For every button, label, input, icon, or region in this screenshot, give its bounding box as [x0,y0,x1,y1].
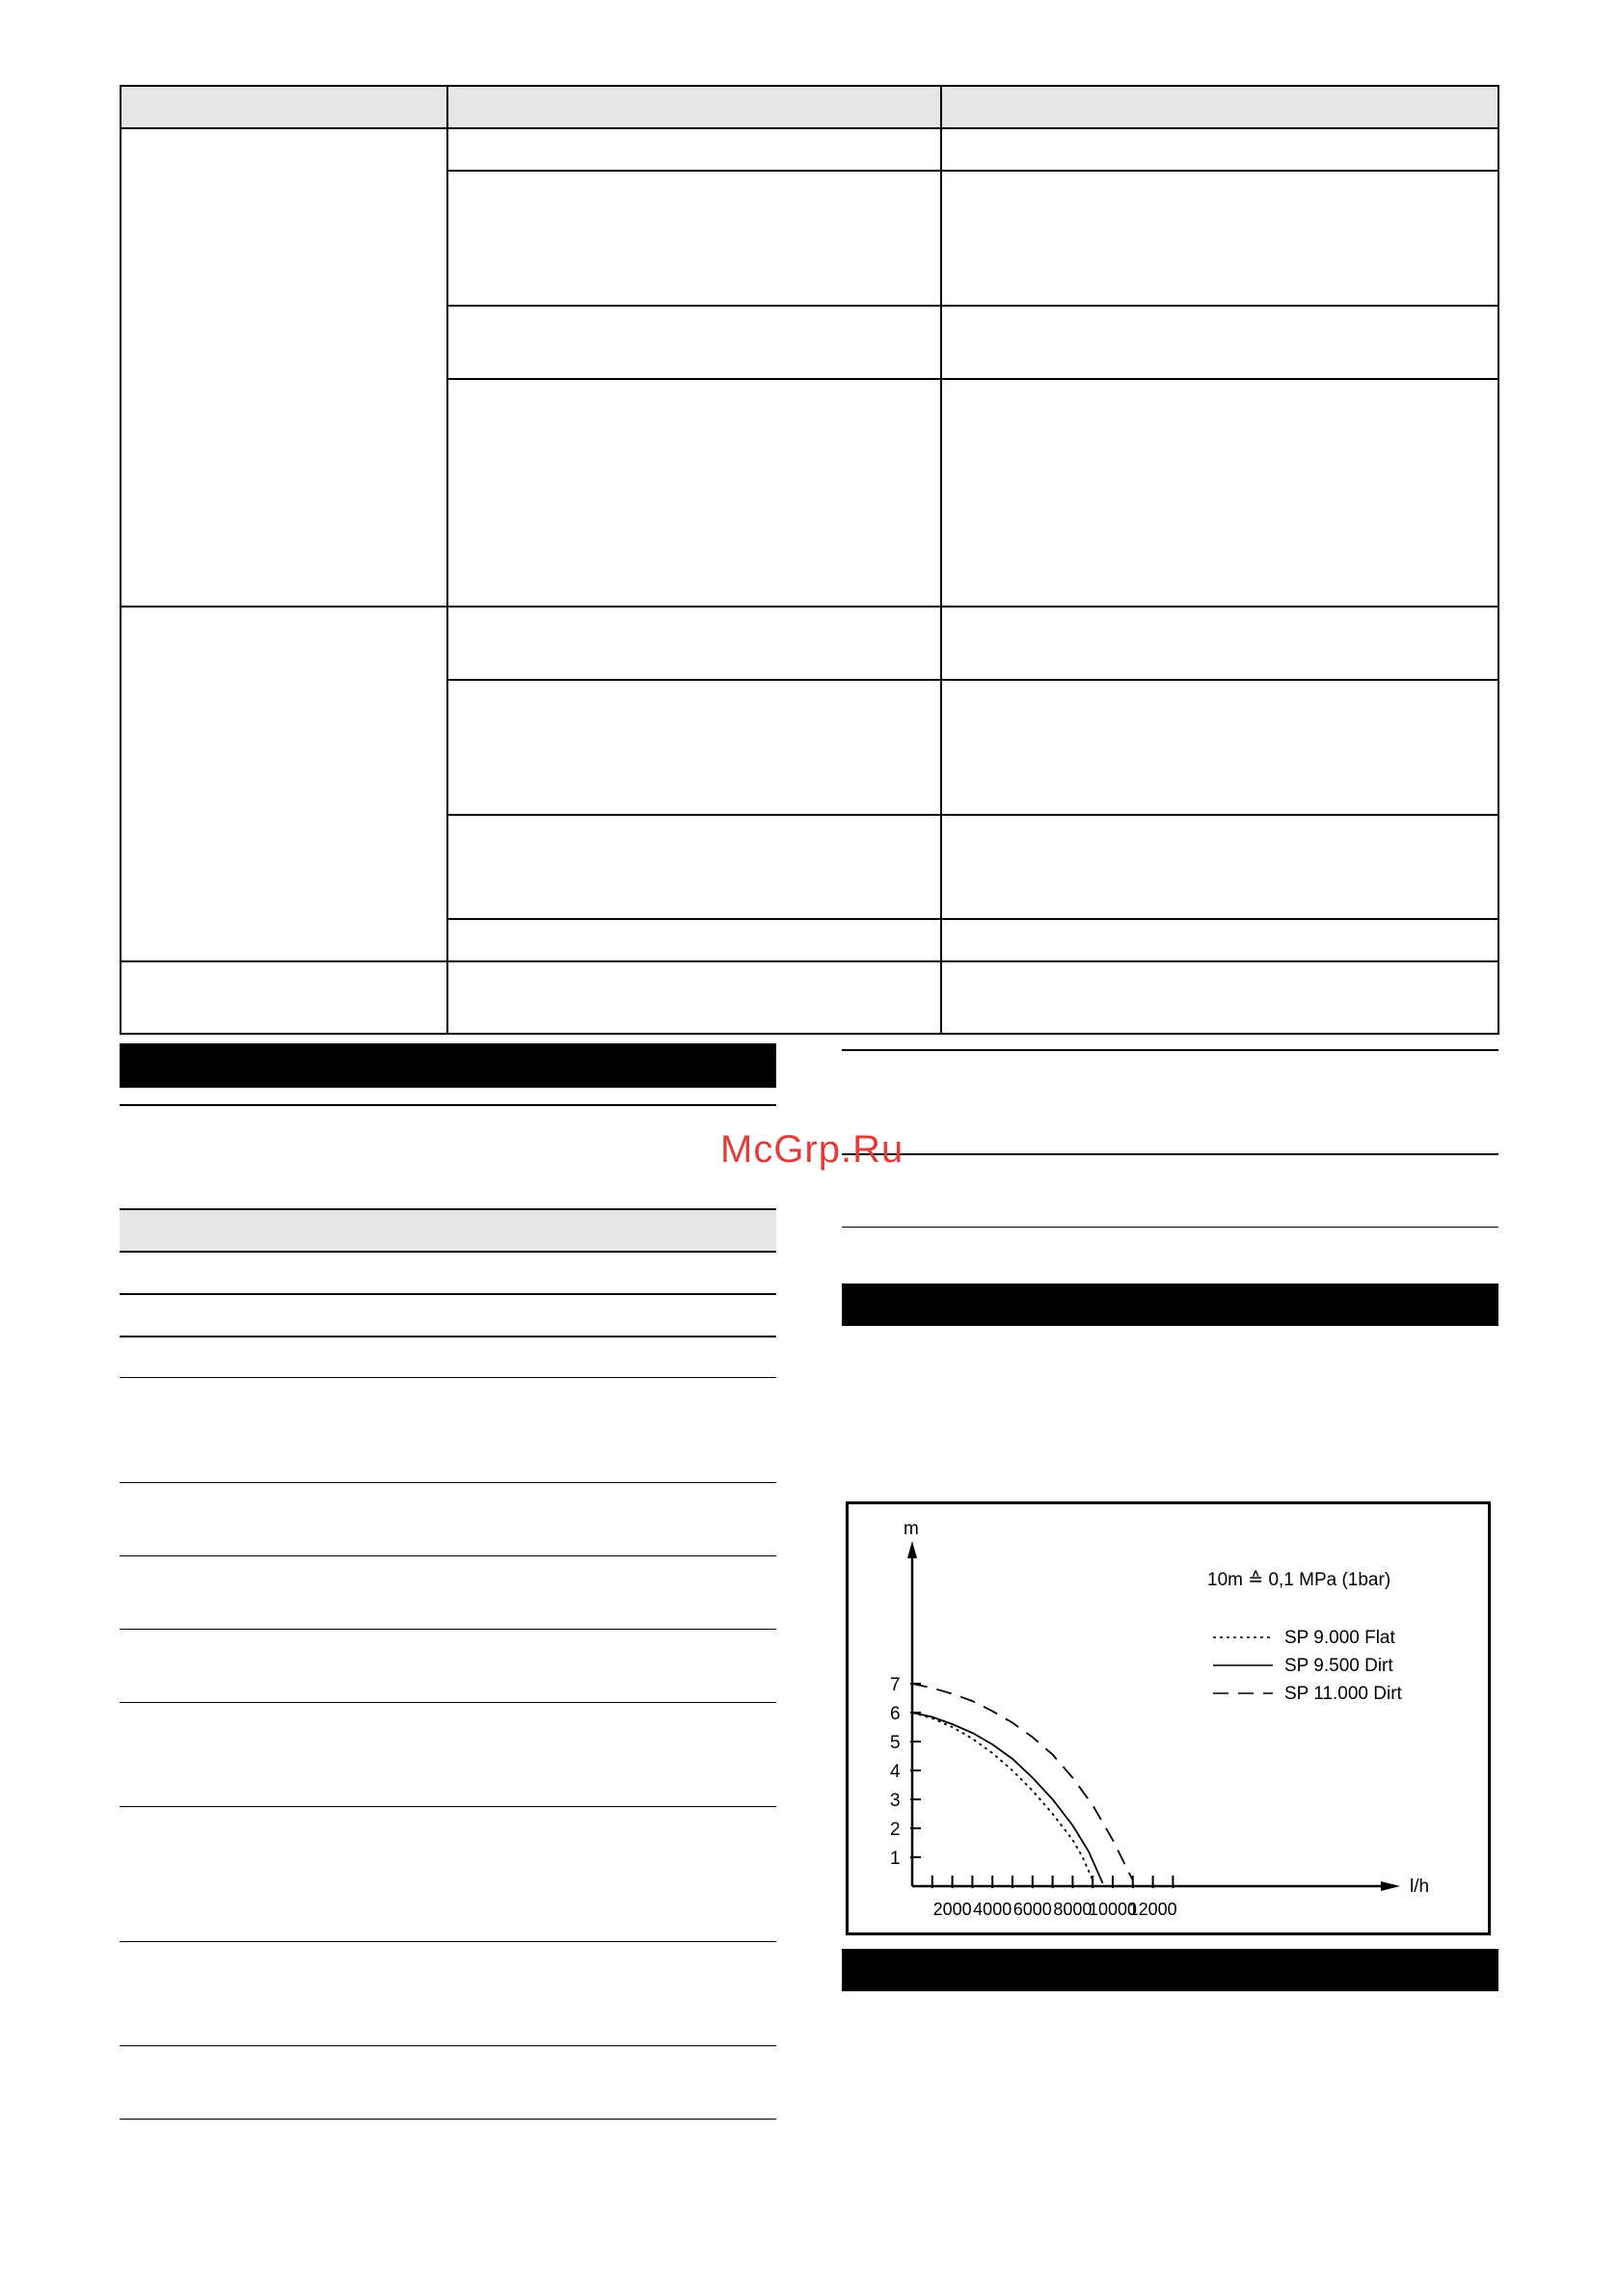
watermark: McGrp.Ru [720,1128,904,1171]
specs-row-divider [120,1208,776,1210]
y-tick-label: 4 [890,1762,901,1782]
specs-row-divider [120,1377,776,1378]
right-section-rule [842,1227,1498,1228]
y-axis-label: m [904,1519,919,1539]
specs-row-divider [120,1555,776,1556]
table-header-row [121,86,1498,127]
x-tick-label: 12000 [1128,1900,1177,1919]
x-tick-label: 6000 [1012,1900,1052,1919]
table-row-divider [446,918,1499,920]
pump-curve-chart [846,1501,1491,1935]
x-axis-label: l/h [1410,1877,1430,1897]
chart-legend [1213,1628,1403,1704]
series-curve [912,1684,1133,1880]
table-row-divider [446,679,1499,681]
specs-row-divider [120,2045,776,2046]
table-column-divider [446,85,448,1035]
table-group-divider [120,606,1499,608]
x-axis-arrow [1381,1881,1400,1891]
specs-row-divider [120,1702,776,1703]
legend-label: SP 9.500 Dirt [1284,1656,1393,1676]
table-row-divider [446,814,1499,816]
series-curve [912,1713,1093,1880]
legend-label: SP 11.000 Dirt [1284,1684,1402,1704]
specs-row-divider [120,1806,776,1807]
chart-curves [912,1684,1133,1883]
section-heading-bar-right [842,1283,1498,1326]
table-header-divider [120,127,1499,129]
specs-table-header [120,1209,776,1251]
legend-label: SP 9.000 Flat [1284,1628,1395,1648]
y-tick-label: 7 [890,1675,901,1695]
y-tick-label: 3 [890,1791,901,1811]
table-column-divider [940,85,942,1035]
right-section-rule [842,1049,1498,1051]
table-border-top [120,85,1499,87]
y-tick-label: 5 [890,1733,901,1753]
pump-curve-svg [849,1504,1488,1932]
chart-ticks [890,1675,1177,1919]
specs-row-divider [120,1482,776,1483]
series-curve [912,1713,1103,1883]
section-heading-bar-right-2 [842,1949,1498,1991]
specs-row-divider [120,1629,776,1630]
chart-annotation: 10m ≙ 0,1 MPa (1bar) [1207,1570,1391,1590]
table-border-left [120,85,121,1035]
specs-row-divider [120,1941,776,1942]
y-tick-label: 6 [890,1704,901,1724]
x-tick-label: 2000 [932,1900,972,1919]
chart-axes [907,1541,1400,1891]
x-tick-label: 4000 [973,1900,1012,1919]
specs-row-divider [120,1336,776,1337]
specs-row-divider [120,1251,776,1253]
table-border-bottom [120,1033,1499,1035]
x-tick-label: 10000 [1088,1900,1138,1919]
y-tick-label: 1 [890,1849,901,1869]
table-row-divider [446,305,1499,307]
specs-row-divider [120,1293,776,1295]
table-row-divider [446,378,1499,380]
section-rule [120,1104,776,1106]
x-tick-label: 8000 [1053,1900,1093,1919]
table-row-divider [446,170,1499,172]
section-heading-bar-left [120,1043,776,1088]
y-axis-arrow [907,1541,917,1558]
right-section-rule [842,1153,1498,1155]
y-tick-label: 2 [890,1820,901,1840]
specs-row-divider [120,2119,776,2120]
table-group-divider [120,960,1499,962]
table-border-right [1498,85,1499,1035]
